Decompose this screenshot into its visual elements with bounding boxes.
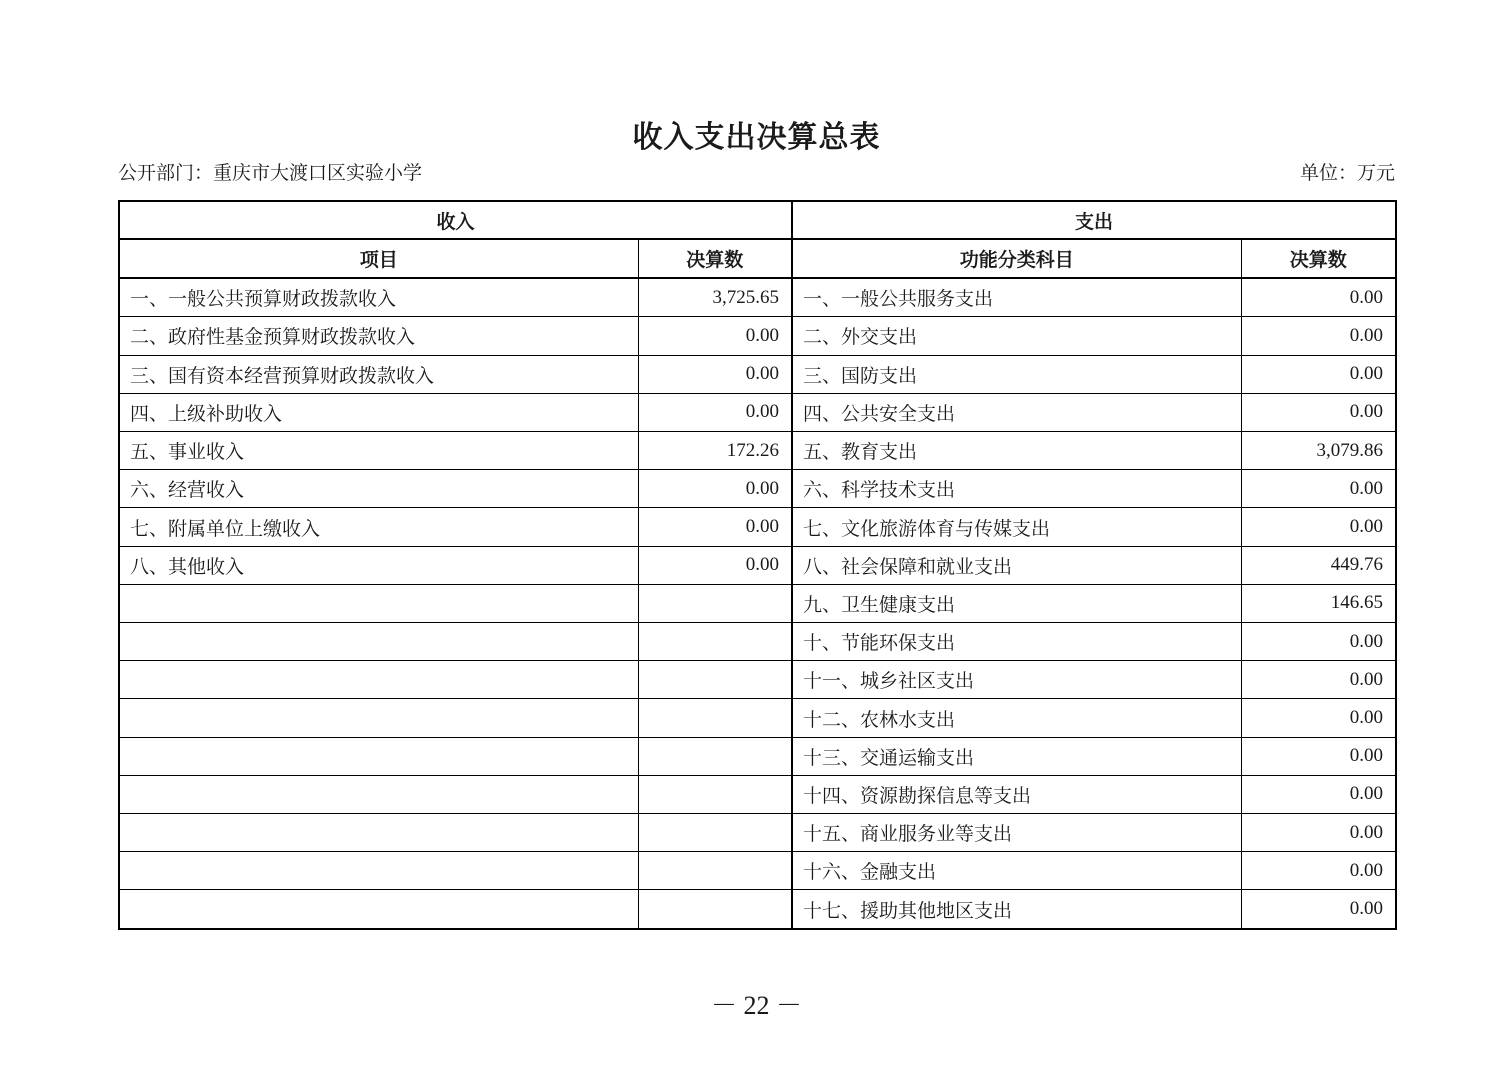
expense-amount-cell: 0.00 bbox=[1241, 814, 1396, 852]
expense-amount-cell: 0.00 bbox=[1241, 278, 1396, 317]
table-row bbox=[119, 393, 1396, 431]
expense-section-header: 支出 bbox=[792, 201, 1396, 239]
expense-item-cell: 六、科学技术支出 bbox=[792, 470, 1241, 508]
table-row bbox=[119, 317, 1396, 355]
table-row bbox=[119, 737, 1396, 775]
income-amount-cell: 172.26 bbox=[638, 432, 792, 470]
expense-amount-cell: 0.00 bbox=[1241, 852, 1396, 890]
income-amount-cell bbox=[638, 584, 792, 622]
expense-amount-cell: 0.00 bbox=[1241, 890, 1396, 929]
table-row bbox=[119, 699, 1396, 737]
expense-item-cell: 四、公共安全支出 bbox=[792, 393, 1241, 431]
income-amount-column-header: 决算数 bbox=[638, 239, 792, 278]
expense-item-cell: 二、外交支出 bbox=[792, 317, 1241, 355]
income-amount-cell bbox=[638, 623, 792, 661]
income-item-cell bbox=[119, 775, 638, 813]
table-row bbox=[119, 661, 1396, 699]
income-amount-cell bbox=[638, 852, 792, 890]
section-header-row bbox=[119, 201, 1396, 239]
expense-item-cell: 十六、金融支出 bbox=[792, 852, 1241, 890]
income-item-cell bbox=[119, 814, 638, 852]
table-row bbox=[119, 355, 1396, 393]
income-amount-cell bbox=[638, 814, 792, 852]
expense-amount-cell: 0.00 bbox=[1241, 699, 1396, 737]
expense-item-cell: 十五、商业服务业等支出 bbox=[792, 814, 1241, 852]
column-header-row bbox=[119, 239, 1396, 278]
income-amount-cell bbox=[638, 661, 792, 699]
expense-amount-cell: 0.00 bbox=[1241, 737, 1396, 775]
expense-item-cell: 十二、农林水支出 bbox=[792, 699, 1241, 737]
expense-amount-cell: 0.00 bbox=[1241, 355, 1396, 393]
expense-amount-cell: 0.00 bbox=[1241, 470, 1396, 508]
income-amount-cell: 0.00 bbox=[638, 355, 792, 393]
expense-amount-cell: 146.65 bbox=[1241, 584, 1396, 622]
income-item-cell bbox=[119, 890, 638, 929]
expense-item-cell: 三、国防支出 bbox=[792, 355, 1241, 393]
budget-summary-table bbox=[118, 200, 1397, 930]
table-row bbox=[119, 470, 1396, 508]
table-row bbox=[119, 775, 1396, 813]
expense-item-cell: 十四、资源勘探信息等支出 bbox=[792, 775, 1241, 813]
income-item-cell bbox=[119, 623, 638, 661]
income-item-cell bbox=[119, 737, 638, 775]
expense-item-cell: 九、卫生健康支出 bbox=[792, 584, 1241, 622]
meta-line bbox=[118, 158, 1395, 185]
income-amount-cell bbox=[638, 737, 792, 775]
table-row bbox=[119, 890, 1396, 929]
expense-amount-cell: 0.00 bbox=[1241, 661, 1396, 699]
income-item-cell: 四、上级补助收入 bbox=[119, 393, 638, 431]
table-row bbox=[119, 508, 1396, 546]
expense-amount-cell: 0.00 bbox=[1241, 623, 1396, 661]
expense-item-cell: 五、教育支出 bbox=[792, 432, 1241, 470]
unit-label: 单位：万元 bbox=[1299, 163, 1395, 184]
expense-amount-cell: 0.00 bbox=[1241, 508, 1396, 546]
page-title: 收入支出决算总表 bbox=[632, 121, 881, 154]
table-row bbox=[119, 278, 1396, 317]
income-item-cell: 五、事业收入 bbox=[119, 432, 638, 470]
income-item-cell: 二、政府性基金预算财政拨款收入 bbox=[119, 317, 638, 355]
expense-amount-cell: 0.00 bbox=[1241, 317, 1396, 355]
expense-item-cell: 十一、城乡社区支出 bbox=[792, 661, 1241, 699]
income-item-cell: 七、附属单位上缴收入 bbox=[119, 508, 638, 546]
page-number: － 22 － bbox=[710, 991, 802, 1020]
expense-amount-cell: 0.00 bbox=[1241, 393, 1396, 431]
table-body bbox=[119, 278, 1396, 929]
expense-item-cell: 一、一般公共服务支出 bbox=[792, 278, 1241, 317]
income-amount-cell bbox=[638, 775, 792, 813]
expense-amount-cell: 0.00 bbox=[1241, 775, 1396, 813]
expense-item-cell: 八、社会保障和就业支出 bbox=[792, 546, 1241, 584]
expense-item-cell: 十三、交通运输支出 bbox=[792, 737, 1241, 775]
income-amount-cell bbox=[638, 699, 792, 737]
income-section-header: 收入 bbox=[119, 201, 792, 239]
expense-item-column-header: 功能分类科目 bbox=[792, 239, 1241, 278]
income-amount-cell: 0.00 bbox=[638, 508, 792, 546]
income-amount-cell: 0.00 bbox=[638, 546, 792, 584]
income-amount-cell bbox=[638, 890, 792, 929]
income-amount-cell: 0.00 bbox=[638, 470, 792, 508]
income-item-cell bbox=[119, 661, 638, 699]
table-row bbox=[119, 814, 1396, 852]
expense-item-cell: 七、文化旅游体育与传媒支出 bbox=[792, 508, 1241, 546]
income-item-cell bbox=[119, 699, 638, 737]
table-row bbox=[119, 852, 1396, 890]
income-item-cell bbox=[119, 852, 638, 890]
expense-amount-cell: 3,079.86 bbox=[1241, 432, 1396, 470]
income-item-column-header: 项目 bbox=[119, 239, 638, 278]
expense-amount-cell: 449.76 bbox=[1241, 546, 1396, 584]
income-item-cell bbox=[119, 584, 638, 622]
expense-amount-column-header: 决算数 bbox=[1241, 239, 1396, 278]
expense-item-cell: 十七、援助其他地区支出 bbox=[792, 890, 1241, 929]
income-item-cell: 六、经营收入 bbox=[119, 470, 638, 508]
income-item-cell: 八、其他收入 bbox=[119, 546, 638, 584]
income-item-cell: 三、国有资本经营预算财政拨款收入 bbox=[119, 355, 638, 393]
income-item-cell: 一、一般公共预算财政拨款收入 bbox=[119, 278, 638, 317]
income-amount-cell: 0.00 bbox=[638, 317, 792, 355]
income-amount-cell: 0.00 bbox=[638, 393, 792, 431]
table-row bbox=[119, 432, 1396, 470]
table-row bbox=[119, 623, 1396, 661]
table-row bbox=[119, 584, 1396, 622]
expense-item-cell: 十、节能环保支出 bbox=[792, 623, 1241, 661]
income-amount-cell: 3,725.65 bbox=[638, 278, 792, 317]
table-row bbox=[119, 546, 1396, 584]
department-label: 公开部门：重庆市大渡口区实验小学 bbox=[118, 163, 423, 184]
